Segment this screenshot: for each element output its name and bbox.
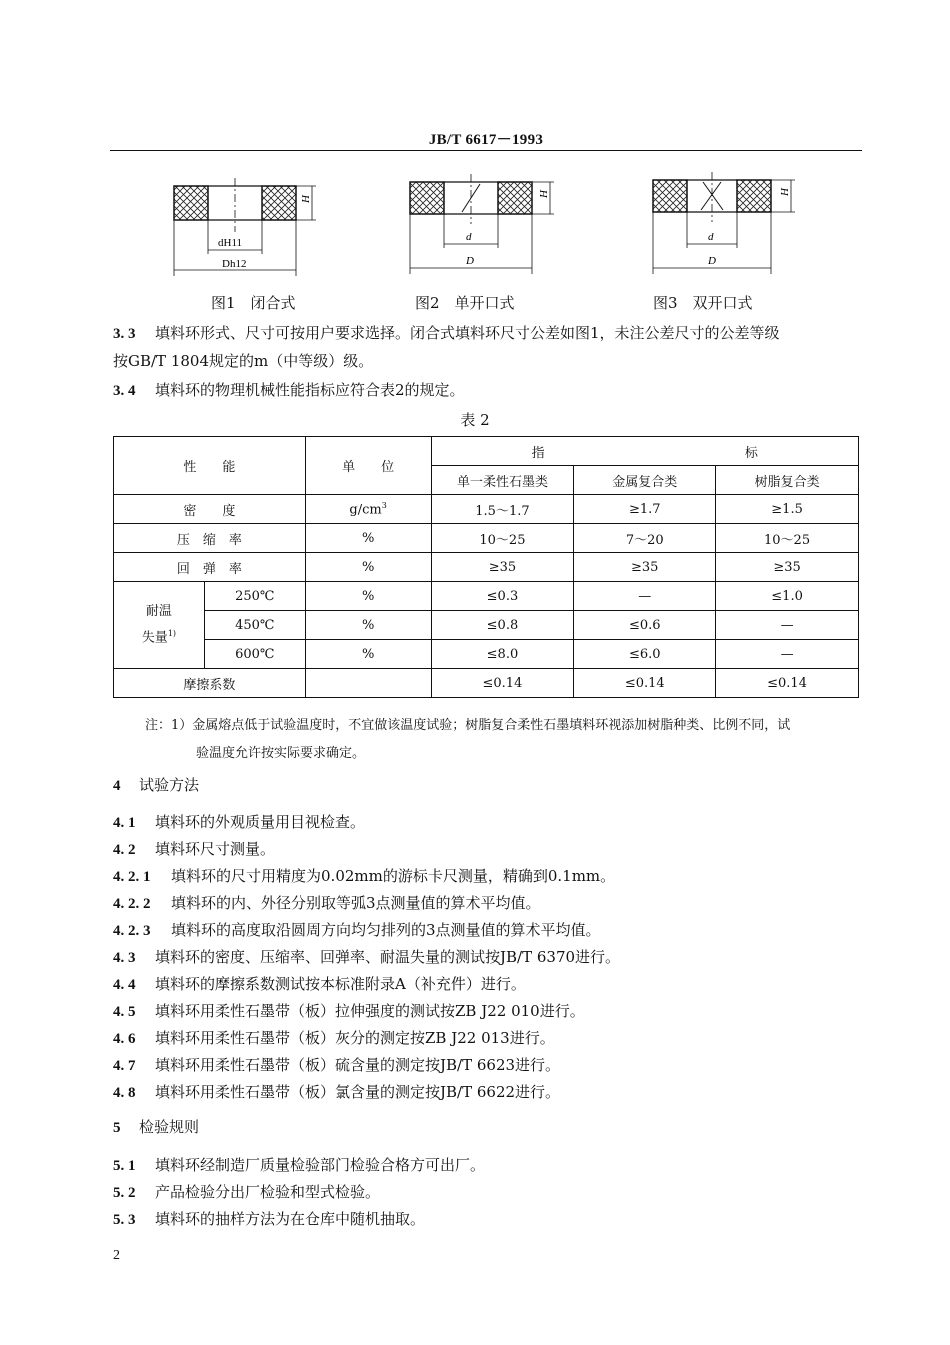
fig1-d-label: dH11 <box>218 237 243 249</box>
clause-4-7: 4. 7 填料环用柔性石墨带（板）硫含量的测定按JB/T 6623进行。 <box>113 1056 561 1074</box>
table-row: 450℃ % ≤0.8 ≤0.6 — <box>114 611 859 640</box>
clause-5-1: 5. 1 填料环经制造厂质量检验部门检验合格方可出厂。 <box>113 1156 486 1174</box>
svg-text:H: H <box>779 188 791 196</box>
table-row: 摩擦系数 ≤0.14 ≤0.14 ≤0.14 <box>114 669 859 698</box>
clause-number: 3. 3 <box>113 326 136 342</box>
ring-section-left <box>174 186 208 220</box>
fig1-h-label: H <box>300 195 312 203</box>
table-row: 回 弹 率 % ≥35 ≥35 ≥35 <box>114 553 859 582</box>
header-index: 指 标 <box>431 437 858 466</box>
table-2-title: 表 2 <box>460 411 490 429</box>
clause-5-3: 5. 3 填料环的抽样方法为在仓库中随机抽取。 <box>113 1210 426 1228</box>
clause-4-1: 4. 1 填料环的外观质量用目视检查。 <box>113 813 366 831</box>
figure-2-caption: 图2 单开口式 <box>415 294 515 312</box>
clause-4-5: 4. 5 填料环用柔性石墨带（板）拉伸强度的测试按ZB J22 010进行。 <box>113 1002 585 1020</box>
clause-4-4: 4. 4 填料环的摩擦系数测试按本标准附录A（补充件）进行。 <box>113 975 526 993</box>
header-metal: 金属复合类 <box>574 466 716 495</box>
fig1-D-label: Dh12 <box>222 258 247 270</box>
table-2 <box>113 436 859 698</box>
section-5-title: 5 检验规则 <box>113 1118 200 1136</box>
page-number: 2 <box>113 1248 120 1263</box>
clause-4-2-3: 4. 2. 3 填料环的高度取沿圆周方向均匀排列的3点测量值的算术平均值。 <box>113 921 601 939</box>
svg-text:D: D <box>466 255 474 267</box>
table-row: 密 度 $g/cm^3$ 1.5～1.7 ≥1.7 ≥1.5 <box>114 495 859 524</box>
clause-5-2: 5. 2 产品检验分出厂检验和型式检验。 <box>113 1183 381 1201</box>
clause-3-3 <box>113 323 780 344</box>
heat-loss-label: 耐温 失量$^{1)}$ <box>114 582 205 669</box>
clause-text: 填料环形式、尺寸可按用户要求选择。闭合式填料环尺寸公差如图1，未注公差尺寸的公差等级 <box>155 324 780 342</box>
header-graphite: 单一柔性石墨类 <box>431 466 574 495</box>
table-row: 600℃ % ≤8.0 ≤6.0 — <box>114 640 859 669</box>
svg-text:d: d <box>466 231 472 243</box>
clause-4-2-2: 4. 2. 2 填料环的内、外径分别取等弧3点测量值的算术平均值。 <box>113 894 541 912</box>
header-unit: 单 位 <box>305 437 431 495</box>
clause-3-3-cont: 按GB/T 1804规定的m（中等级）级。 <box>113 352 374 370</box>
header-rule <box>110 150 862 151</box>
svg-text:H: H <box>538 190 550 198</box>
table-note-line1: 注：1）金属熔点低于试验温度时，不宜做该温度试验；树脂复合柔性石墨填料环视添加树脂种类、比例不同，试 <box>145 718 791 733</box>
standard-number-header: JB/T 6617－1993 <box>428 132 544 148</box>
figure-1-closed-ring <box>166 170 326 282</box>
svg-text:d: d <box>708 231 714 243</box>
figure-1-caption: 图1 闭合式 <box>211 294 296 312</box>
figure-3-double-split-ring <box>645 168 820 280</box>
clause-4-2-1: 4. 2. 1 填料环的尺寸用精度为0.02mm的游标卡尺测量，精确到0.1mm。 <box>113 867 616 885</box>
clause-4-3: 4. 3 填料环的密度、压缩率、回弹率、耐温失量的测试按JB/T 6370进行。 <box>113 948 621 966</box>
clause-4-2: 4. 2 填料环尺寸测量。 <box>113 840 276 858</box>
table-row: 压 缩 率 % 10～25 7～20 10～25 <box>114 524 859 553</box>
header-property: 性 能 <box>114 437 306 495</box>
table-note-line2: 验温度允许按实际要求确定。 <box>196 746 366 761</box>
table-row: 耐温 失量$^{1)}$ 250℃ % ≤0.3 — ≤1.0 <box>114 582 859 611</box>
section-4-title: 4 试验方法 <box>113 776 200 794</box>
clause-4-8: 4. 8 填料环用柔性石墨带（板）氯含量的测定按JB/T 6622进行。 <box>113 1083 561 1101</box>
svg-text:D: D <box>708 255 716 267</box>
header-resin: 树脂复合类 <box>716 466 859 495</box>
clause-4-6: 4. 6 填料环用柔性石墨带（板）灰分的测定按ZB J22 013进行。 <box>113 1029 555 1047</box>
figure-2-single-split-ring <box>402 168 577 280</box>
ring-section-right <box>262 186 296 220</box>
clause-3-4: 3. 4 填料环的物理机械性能指标应符合表2的规定。 <box>113 381 465 399</box>
figure-3-caption: 图3 双开口式 <box>653 294 753 312</box>
